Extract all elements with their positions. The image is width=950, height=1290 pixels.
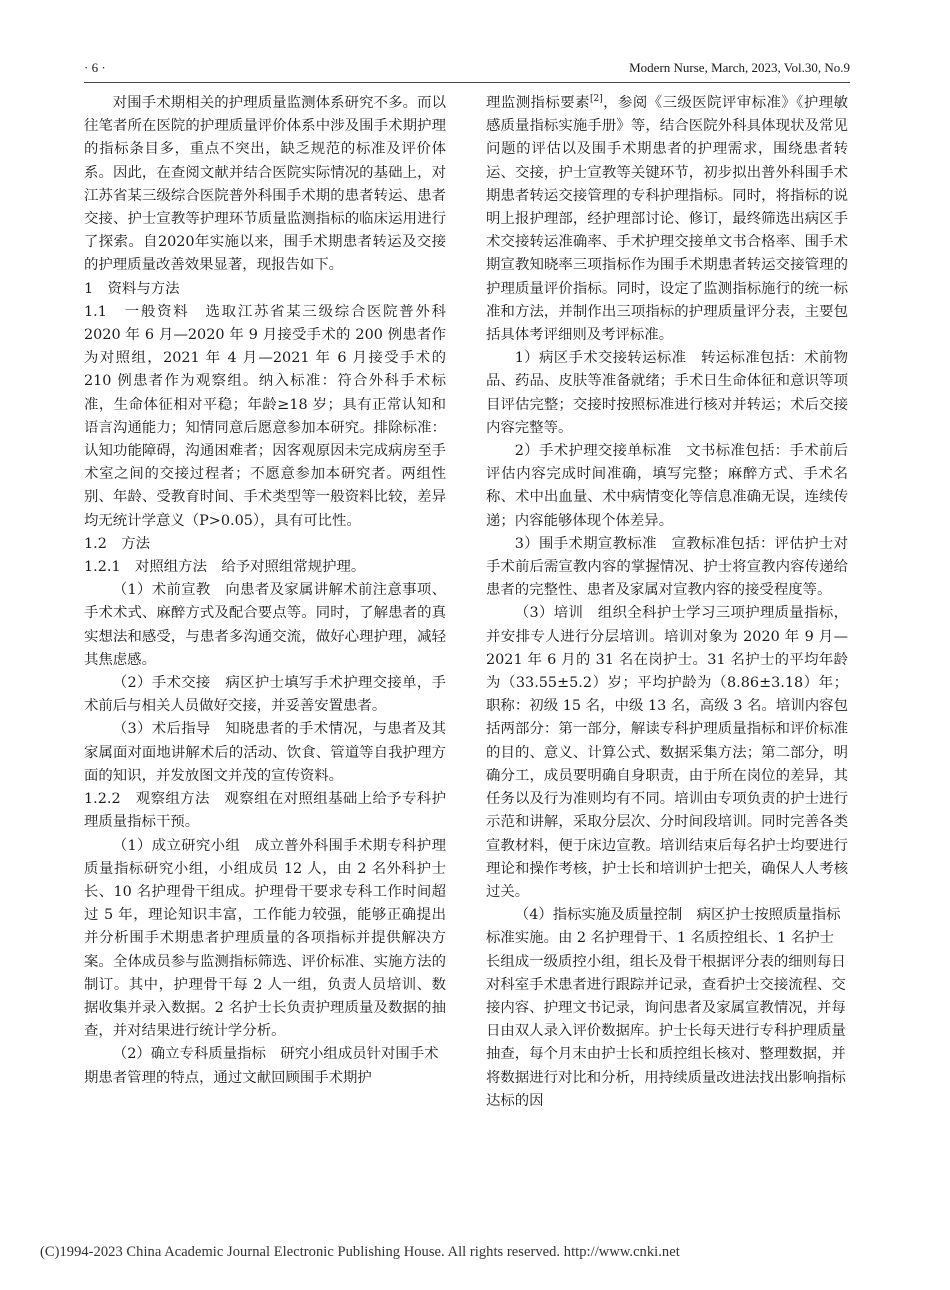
indicators-continued-paragraph [486,92,848,347]
page-number: · 6 · [84,60,106,75]
section-heading-methods: 1 资料与方法 [84,280,180,297]
control-group-heading: 1.2.1 对照组方法 给予对照组常规护理。 [84,559,366,576]
right-column [486,92,848,1113]
general-data-paragraph: 1.1 一般资料 选取江苏省某三级综合医院普外科 2020 年 6 月—2020 年 9 月接受手术的 200 例患者作为对照组，2021 年 4 月—2021 年 6 月接受手术的 210 例患者作为观察组。纳入标准：符合外科手术标准，生命体征相对平稳；年龄≥18 岁；具有正常认知和语言沟通能力；知情同意后愿意参加本研究。排除标准：认知功能障碍，沟通困难者；因客观原因未完成病房至手术室之间的交接过程者；不愿意参加本研究者。两组性别、年龄、受教育时间、手术类型等一般资料比较，差异均无统计学意义（P>0.05），具有可比性。 [84,303,446,529]
subsection-heading-methods: 1.2 方法 [84,535,151,552]
research-team-paragraph: （1）成立研究小组 成立普外科围手术期专科护理质量指标研究小组，小组成员 12 人，由 2 名外科护士长、10 名护理骨干组成。护理骨干要求专科工作时间超过 5 年，理论知识丰富，工作能力较强，能够正确提出并分析围手术期患者护理质量的各项指标并提供解决方案。全体成员参与监测指标筛选、评价标准、实施方法的制订。其中，护理骨干每 2 人一组，负责人员培训、数据收集并录入数据。2 名护士长负责护理质量及数据的抽查，并对结果进行统计学分析。 [84,837,446,1040]
indicators-continued-text-a: 理监测指标要素 [486,95,590,111]
control-handover-paragraph: （2）手术交接 病区护士填写手术护理交接单，手术前后与相关人员做好交接，并妥善安置患者。 [84,675,446,715]
header-rule [84,82,850,83]
journal-citation: Modern Nurse, March, 2023, Vol.30, No.9 [629,60,850,75]
page-header [84,58,850,80]
left-column [84,92,446,1090]
indicators-continued-text-b: ，参阅《三级医院评审标准》《护理敏感质量指标实施手册》等，结合医院外科具体现状及常见问题的评估以及围手术期患者的护理需求，围绕患者转运、交接，护士宣教等关键环节，初步拟出普外科围手术期患者转运交接管理的专科护理指标。同时，将指标的说明上报护理部，经护理部讨论、修订，最终筛选出病区手术交接转运准确率、手术护理交接单文书合格率、围手术期宣教知晓率三项指标作为围手术期患者转运交接管理的护理质量评价指标。同时，设定了监测指标施行的统一标准和方法，并制作出三项指标的护理质量评分表，主要包括具体考评细则及考评标准。 [486,95,848,344]
training-paragraph: （3）培训 组织全科护士学习三项护理质量指标，并安排专人进行分层培训。培训对象为 2020 年 9 月—2021 年 6 月的 31 名在岗护士。31 名护士的平均年龄为（33.55±5.2）岁；平均护龄为（8.86±3.18）年；职称：初级 15 名，中级 13 名，高级 3 名。培训内容包括两部分：第一部分，解读专科护理质量指标和评价标准的目的、意义、计算公式、数据采集方法；第二部分，明确分工，成员要明确自身职责，由于所在岗位的差异，其任务以及行为准则均有不同。培训由专项负责的护士进行示范和讲解，采取分层次、分时间段培训。同时完善各类宣教材料，便于床边宣教。培训结束后每名护士均要进行理论和操作考核，护士长和培训护士把关，确保人人考核过关。 [486,605,848,900]
implementation-paragraph: （4）指标实施及质量控制 病区护士按照质量指标标准实施。由 2 名护理骨干、1 名质控组长、1 名护士长组成一级质控小组，组长及骨干根据评分表的细则每日对科室手术患者进行跟踪并记录，查看护士交接流程、交接内容、护理文书记录，询问患者及家属宣教情况，并每日由双人录入评价数据库。护士长每天进行专科护理质量抽查，每个月末由护士长和质控组长核对、整理数据，并将数据进行对比和分析，用持续质量改进法找出影响指标达标的因 [486,907,846,1109]
control-preop-paragraph: （1）术前宣教 向患者及家属讲解术前注意事项、手术术式、麻醉方式及配合要点等。同时，了解患者的真实想法和感受，与患者多沟通交流，做好心理护理，减轻其焦虑感。 [84,582,446,668]
citation-ref: [2] [589,94,603,105]
handover-form-standard-paragraph: 2）手术护理交接单标准 文书标准包括：手术前后评估内容完成时间准确，填写完整；麻醉方式、手术名称、术中出血量、术中病情变化等信息准确无误，连续传递；内容能够体现个体差异。 [486,443,848,529]
quality-indicators-paragraph: （2）确立专科质量指标 研究小组成员针对围手术期患者管理的特点，通过文献回顾围手术期护 [84,1046,439,1086]
transfer-standard-paragraph: 1）病区手术交接转运标准 转运标准包括：术前物品、药品、皮肤等准备就绪；手术日生命体征和意识等项目评估完整；交接时按照标准进行核对并转运；术后交接内容完整等。 [486,350,848,436]
observation-group-heading: 1.2.2 观察组方法 观察组在对照组基础上给予专科护理质量指标干预。 [84,791,446,831]
copyright-footer: (C)1994-2023 China Academic Journal Electronic Publishing House. All rights reserved. http://www.cnki.net [40,1244,680,1260]
control-postop-paragraph: （3）术后指导 知晓患者的手术情况，与患者及其家属面对面地讲解术后的活动、饮食、管道等自我护理方面的知识，并发放图文并茂的宣传资料。 [84,721,446,784]
education-standard-paragraph: 3）围手术期宣教标准 宣教标准包括：评估护士对手术前后需宣教内容的掌握情况、护士将宣教内容传递给患者的完整性、患者及家属对宣教内容的接受程度等。 [486,535,848,599]
intro-paragraph: 对围手术期相关的护理质量监测体系研究不多。而以往笔者所在医院的护理质量评价体系中涉及围手术期护理的指标条目多，重点不突出，缺乏规范的标准及评价体系。因此，在查阅文献并结合医院实际情况的基础上，对江苏省某三级综合医院普外科围手术期的患者转运、患者交接、护士宣教等护理环节质量监测指标的临床运用进行了探索。自2020年实施以来，围手术期患者转运及交接的护理质量改善效果显著，现报告如下。 [84,95,446,274]
